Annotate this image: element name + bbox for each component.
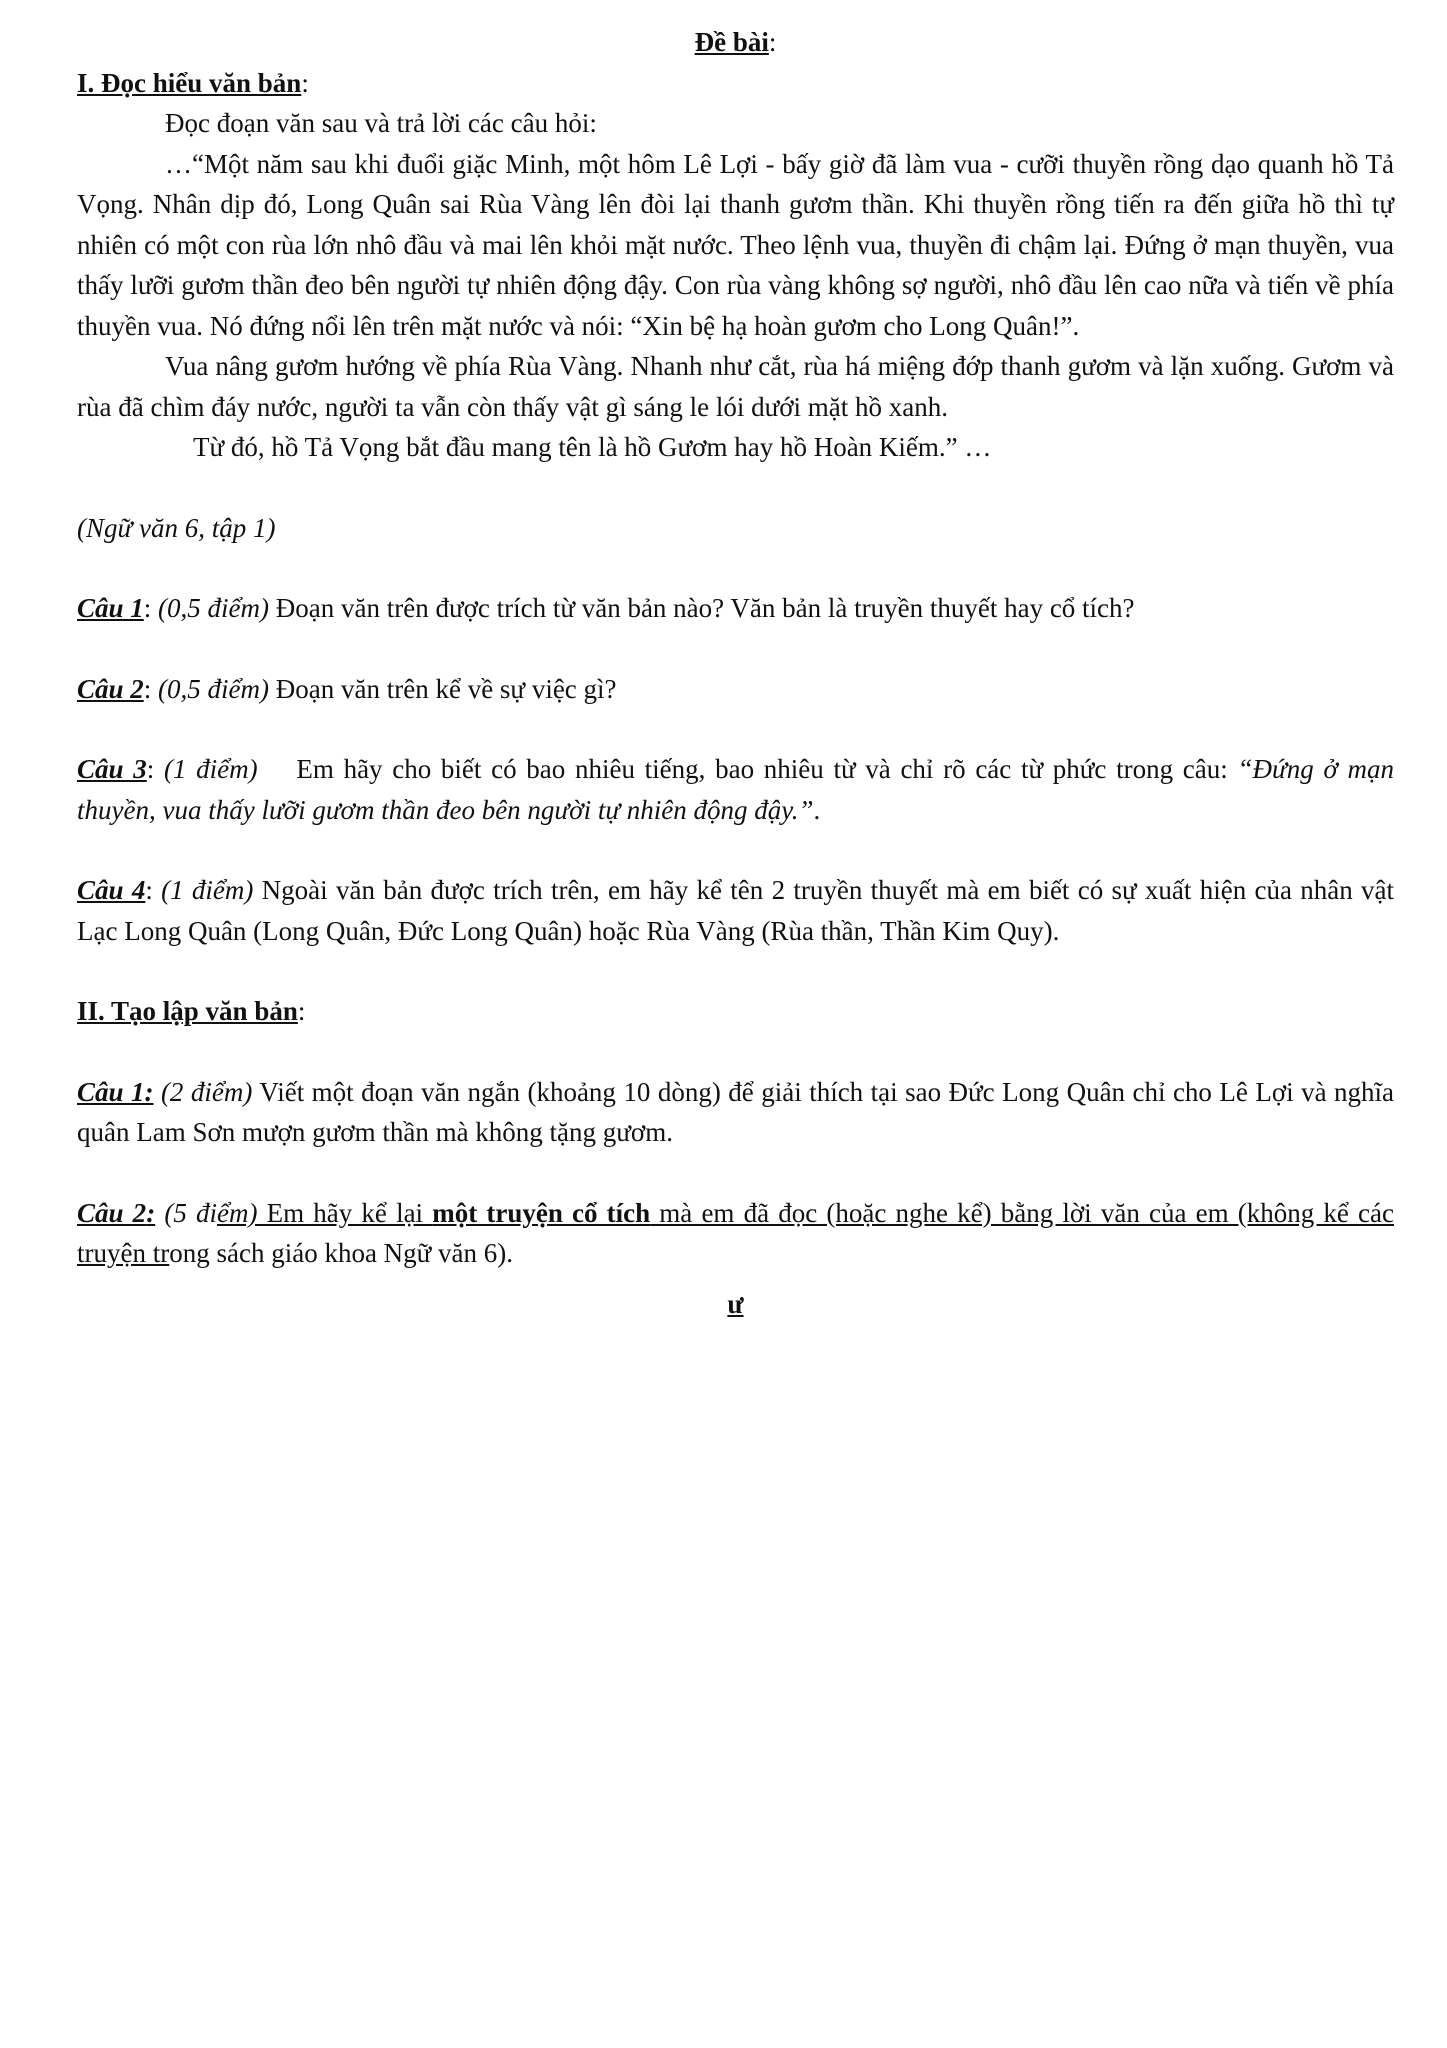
question-text: Em hãy cho biết có bao nhiêu tiếng, bao nhiêu từ và chỉ rõ các từ phức trong câu: [257,754,1238,784]
title-text: Đề bài [694,27,769,57]
question-3 [77,749,1401,830]
part2-question-2 [77,1193,1394,1274]
question-text: Em hãy kể lại [257,1197,433,1228]
question-points: (0,5 điểm) [158,593,270,623]
question-label: Câu 1: [77,1076,154,1107]
title-colon: : [768,27,777,57]
spacer [77,830,1394,870]
footer-mark [77,1284,1394,1325]
question-sep: : [143,673,159,704]
question-end: . [813,794,821,825]
question-sep: : [143,593,159,623]
spacer [77,951,1394,991]
question-points: (5 đi [155,1197,217,1228]
question-text: mà em đã đọc (hoặc nghe kể) bằng lời văn của em (không kể các truyện tr [77,1197,1394,1268]
part1-heading-colon: : [301,67,309,98]
question-points: (2 điểm) [153,1076,253,1107]
question-1 [77,588,1394,629]
instruction: Đọc đoạn văn sau và trả lời các câu hỏi: [165,108,597,138]
question-label: Câu 2 [77,1197,147,1228]
question-label: Câu 4 [77,875,146,905]
question-emphasis: một truyện cổ tích [432,1197,651,1228]
question-points: (1 điểm) [163,754,258,784]
footer-mark-text: ư [727,1288,744,1319]
question-text: Đoạn văn trên được trích từ văn bản nào? Văn bản là truyền thuyết hay cổ tích? [269,593,1135,623]
question-points: (0,5 điểm) [158,673,270,704]
question-points: (1 điểm) [161,875,254,905]
part2-question-1 [77,1072,1394,1153]
question-label: Câu 2 [77,673,144,704]
document-title [77,22,1394,63]
question-sep: : [145,875,162,905]
spacer [77,548,1394,588]
document-page [77,22,1401,1324]
question-text: Viết một đoạn văn ngắn (khoảng 10 dòng) để giải thích tại sao Đức Long Quân chỉ cho Lê Lợi và nghĩa quân Lam Sơn mượn gươm thần mà không tặng gươm. [77,1076,1394,1147]
question-points-underlined: ểm) [217,1197,258,1228]
passage-paragraph-1: …“Một năm sau khi đuổi giặc Minh, một hôm Lê Lợi - bấy giờ đã làm vua - cưỡi thuyền rồng dạo quanh hồ Tả Vọng. Nhân dịp đó, Long Quân sai Rùa Vàng lên đòi lại thanh gươm thần. Khi thuyền rồng tiến ra đến giữa hồ thì tự nhiên có một con rùa lớn nhô đầu và mai lên khỏi mặt nước. Theo lệnh vua, thuyền đi chậm lại. Đứng ở mạn thuyền, vua thấy lưỡi gươm thần đeo bên người tự nhiên động đậy. Con rùa vàng không sợ người, nhô đầu lên cao nữa và tiến về phía thuyền vua. Nó đứng nổi lên trên mặt nước và nói: “Xin bệ hạ hoàn gươm cho Long Quân!”. [77,148,1394,341]
question-4 [77,870,1394,951]
part1-heading [77,63,1394,104]
question-colon: : [146,1197,156,1228]
question-text: Ngoài văn bản được trích trên, em hãy kể tên 2 truyền thuyết mà em biết có sự xuất hiện của nhân vật Lạc Long Quân (Long Quân, Đức Long Quân) hoặc Rùa Vàng (Rùa thần, Thần Kim Quy). [77,875,1394,946]
part1-heading-text: I. Đọc hiểu văn bản [77,67,302,98]
question-quote: “Đứng ở mạn thuyền, vua thấy lưỡi gươm thần đeo bên người tự nhiên động đậy.” [77,754,1401,825]
spacer [77,629,1394,669]
question-label: Câu 1 [77,593,144,623]
part2-heading-text: II. Tạo lập văn bản [77,996,298,1026]
spacer [77,1153,1394,1193]
spacer [77,709,1394,749]
part2-heading [77,991,1394,1032]
source-text: (Ngữ văn 6, tập 1) [77,512,276,543]
spacer [77,1032,1394,1072]
question-sep: : [146,754,164,784]
passage-paragraph-3: Từ đó, hồ Tả Vọng bắt đầu mang tên là hồ Gươm hay hồ Hoàn Kiếm.” … [193,432,992,462]
question-label: Câu 3 [77,754,147,784]
passage-paragraph-2: Vua nâng gươm hướng về phía Rùa Vàng. Nhanh như cắt, rùa há miệng đớp thanh gươm và lặn xuống. Gươm và rùa đã chìm đáy nước, người ta vẫn còn thấy vật gì sáng le lói dưới mặt hồ xanh. [77,351,1394,422]
spacer [77,468,1394,508]
part2-heading-colon: : [297,996,306,1026]
question-text: Đoạn văn trên kể về sự việc gì? [269,673,617,704]
question-2 [77,669,1394,710]
question-text: ong sách giáo khoa Ngữ văn 6). [169,1238,514,1268]
source-citation [77,508,1394,549]
